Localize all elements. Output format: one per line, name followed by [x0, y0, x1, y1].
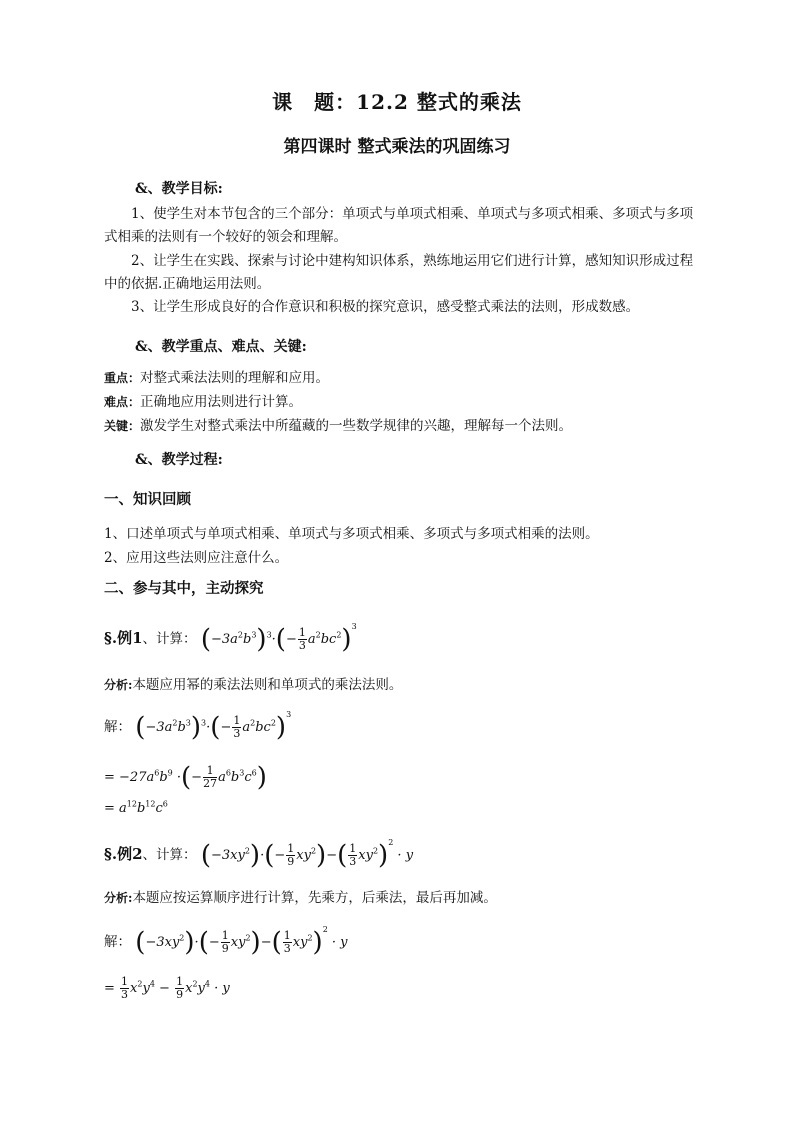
review-item: 1、口述单项式与单项式相乘、单项式与多项式相乘、多项式与多项式相乘的法则。 [104, 526, 599, 542]
example1-solution-2 [104, 762, 267, 792]
solution-step: = $a^{12}b^{12}c^6$ [104, 800, 168, 817]
difficulty-label: 难点： [104, 395, 141, 409]
objectives-heading: &、教学目标: [135, 181, 223, 197]
example2-expression: $(-3xy^2)\cdot(-$ $\frac{1}{9}$ $xy^2)-$( $\frac{1}{3}$ $xy^2)^2 \cdot y$ [200, 838, 414, 871]
solution-step: $(-3a^2b^3)^3\cdot(-$ $\frac{1}{3}$ $a^2bc^2)^3$ [135, 710, 292, 743]
review-item: 2、应用这些法则应注意什么。 [104, 550, 289, 566]
solution-step: = $\frac{1}{3}$ $x^2y^4$ − $\frac{1}{9}$ $x^2y^4 \cdot y$ [104, 975, 230, 1001]
process-heading: &、教学过程: [135, 452, 223, 468]
objective-item: 3、让学生形成良好的合作意识和积极的探究意识，感受整式乘法的法则，形成数感。 [131, 299, 640, 315]
example1-analysis [104, 673, 402, 693]
focus-line [104, 366, 329, 386]
example2-prompt-text: 、计算： [142, 847, 197, 863]
example1-label: §.例 [104, 629, 133, 647]
example1-analysis-text: 本题应用幂的乘法法则和单项式的乘法法则。 [132, 677, 403, 693]
section-review: 一、知识回顾 [104, 491, 191, 508]
difficulty-text: 正确地应用法则进行计算。 [140, 394, 303, 410]
example2-number: 2 [132, 845, 143, 863]
focus-text: 对整式乘法法则的理解和应用。 [140, 370, 330, 386]
example2-solution-1 [104, 925, 348, 958]
example2-prompt [104, 838, 413, 871]
key-text: 激发学生对整式乘法中所蕴藏的一些数学规律的兴趣，理解每一个法则。 [140, 418, 573, 434]
key-line [104, 414, 572, 434]
focus-label: 重点： [104, 371, 141, 385]
section-explore: 二、参与其中，主动探究 [104, 580, 264, 597]
example2-solution-2 [104, 976, 230, 1001]
objective-item: 1、使学生对本节包含的三个部分：单项式与单项式相乘、单项式与多项式相乘、多项式与多项式相乘的法则有一个较好的领会和理解。 [104, 206, 694, 245]
example1-prompt-text: 、计算： [142, 631, 197, 647]
difficulty-line [104, 390, 302, 410]
key-label: 关键： [104, 419, 141, 433]
example1-solution-3 [104, 800, 168, 816]
example1-expression: $(-3a^2b^3)^3\cdot(-$ $\frac{1}{3}$ $a^2bc^2)^3$ [200, 622, 357, 655]
example2-analysis-text: 本题应按运算顺序进行计算，先乘方，后乘法，最后再加减。 [132, 890, 497, 906]
example1-solution-1 [104, 710, 291, 743]
solution-step: $(-3xy^2)\cdot(-$ $\frac{1}{9}$ $xy^2)-$( $\frac{1}{3}$ $xy^2)^2 \cdot y$ [135, 925, 348, 958]
example2-analysis-label: 分析: [104, 891, 133, 905]
lesson-title: 课 题：12.2 整式的乘法 [272, 90, 522, 114]
example1-solution-label: 解： [104, 719, 131, 735]
example2-analysis [104, 886, 497, 906]
objective-item: 2、让学生在实践、探索与讨论中建构知识体系，熟练地运用它们进行计算，感知知识形成过程中的依据.正确地运用法则。 [104, 253, 694, 292]
example2-solution-label: 解： [104, 934, 131, 950]
example1-number: 1 [132, 629, 143, 647]
example1-prompt [104, 622, 357, 655]
solution-step: = $-27a^6b^9$ ·(− $\frac{1}{27}$ $a^6b^3c^6$) [104, 762, 267, 792]
lesson-subtitle: 第四课时 整式乘法的巩固练习 [283, 137, 511, 157]
keypoints-heading: &、教学重点、难点、关键: [135, 339, 307, 355]
example1-analysis-label: 分析: [104, 678, 133, 692]
example2-label: §.例 [104, 845, 133, 863]
